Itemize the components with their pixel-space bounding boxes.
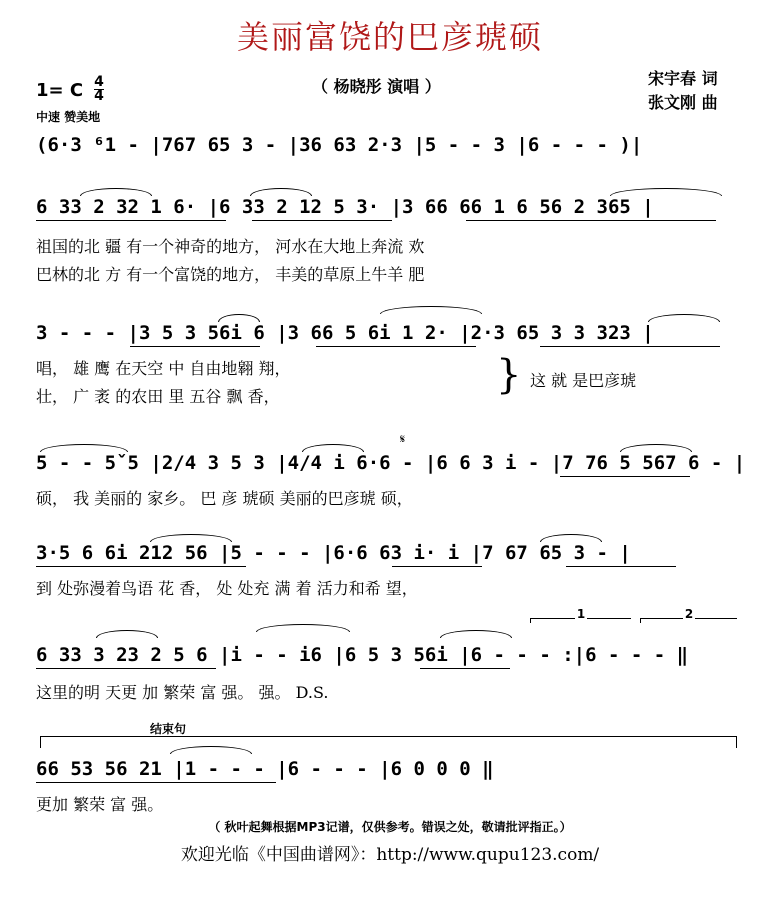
underline: [36, 566, 246, 567]
ending-bracket-left: [40, 736, 41, 748]
notation-row-7: 66 53 56 21 |1 - - - |6 - - - |6 0 0 0 ‖: [36, 758, 494, 780]
time-signature: [94, 76, 104, 103]
key-signature: 1= C: [36, 80, 84, 101]
notation-row-6: 6 33 3 23 2 5 6 |i - - i6 |6 5 3 56i |6 - - - :|6 - - - ‖: [36, 644, 689, 666]
singer-credit: （ 杨晓彤 演唱 ）: [312, 77, 441, 96]
volta-1: 1: [530, 618, 631, 623]
slur: [620, 444, 692, 452]
slur: [256, 624, 350, 632]
underline: [130, 346, 260, 347]
site-footer: 欢迎光临《中国曲谱网》：http://www.qupu123.com/: [180, 845, 600, 865]
volta-2: 2: [640, 618, 737, 623]
slur: [540, 534, 602, 542]
composer-credit: 张文刚 曲: [648, 93, 718, 112]
ending-bracket: [40, 736, 736, 737]
slur: [648, 314, 720, 322]
slur: [40, 444, 128, 452]
lyric-line-1: 这里的明 天更 加 繁荣 富 强。 强。 D.S.: [36, 683, 329, 702]
slur: [96, 630, 158, 638]
slur: [170, 746, 252, 754]
slur: [380, 306, 482, 314]
ending-label: 结束句: [150, 722, 187, 736]
slur: [150, 534, 232, 542]
slur: [440, 630, 512, 638]
slur: [610, 188, 722, 196]
underline: [420, 668, 510, 669]
lyricist-credit: 宋宇春 词: [648, 69, 718, 88]
lyric-line-1: 祖国的北 疆 有一个神奇的地方， 河水在大地上奔流 欢: [36, 237, 425, 256]
lyric-line-2: 巴林的北 方 有一个富饶的地方， 丰美的草原上牛羊 肥: [36, 265, 425, 284]
lyric-line-1: 硕， 我 美丽的 家乡。 巴 彦 琥硕 美丽的巴彦琥 硕，: [36, 489, 413, 508]
lyric-line-1: 到 处弥漫着鸟语 花 香， 处 处充 满 着 活力和希 望，: [36, 579, 418, 598]
notation-row-4: 5 - - 5ˇ5 |2/4 3 5 3 |4/4 i 6·6 - |6 6 3 i - |7 76 5 567 6 - |: [36, 452, 746, 474]
lyric-line-2: 壮， 广 袤 的农田 里 五谷 飘 香，: [36, 387, 280, 406]
tempo-marking: 中速 赞美地: [36, 110, 101, 124]
notation-row-3: 3 - - - |3 5 3 56i 6 |3 66 5 6i 1 2· |2·3 65 3 3 323 |: [36, 322, 654, 344]
ending-bracket-right: [736, 736, 737, 748]
slur: [218, 314, 260, 322]
lyric-line-1: 更加 繁荣 富 强。: [36, 795, 164, 814]
segno-icon: 𝄋: [400, 432, 406, 446]
underline: [36, 668, 216, 669]
slur: [80, 188, 152, 196]
lyric-line-1: 唱， 雄 鹰 在天空 中 自由地翱 翔，: [36, 359, 291, 378]
notation-row-2: 6 33 2 32 1 6· |6 33 2 12 5 3· |3 66 66 1 6 56 2 365 |: [36, 196, 654, 218]
underline: [316, 346, 476, 347]
time-signature-bottom: 4: [94, 88, 104, 104]
notation-row-5: 3·5 6 6i 212 56 |5 - - - |6·6 63 i· i |7 67 65 3 - |: [36, 542, 631, 564]
slur: [302, 444, 364, 452]
lyric-line-3: 这 就 是巴彦琥: [530, 371, 637, 390]
underline: [36, 220, 226, 221]
time-signature-top: 4: [94, 74, 104, 90]
underline: [392, 566, 482, 567]
slur: [250, 188, 312, 196]
underline: [252, 220, 392, 221]
underline: [466, 220, 716, 221]
underline: [540, 346, 720, 347]
underline: [566, 566, 676, 567]
notation-row-1: (6·3 ⁶1 - |767 65 3 - |36 63 2·3 |5 - - 3 |6 - - - )|: [36, 134, 643, 156]
song-title: 美丽富饶的巴彦琥硕: [236, 18, 543, 56]
brace: }: [496, 352, 522, 398]
underline: [36, 782, 276, 783]
underline: [560, 476, 690, 477]
transcription-note: （ 秋叶起舞根据MP3记谱，仅供参考。错误之处，敬请批评指正。）: [208, 820, 572, 834]
